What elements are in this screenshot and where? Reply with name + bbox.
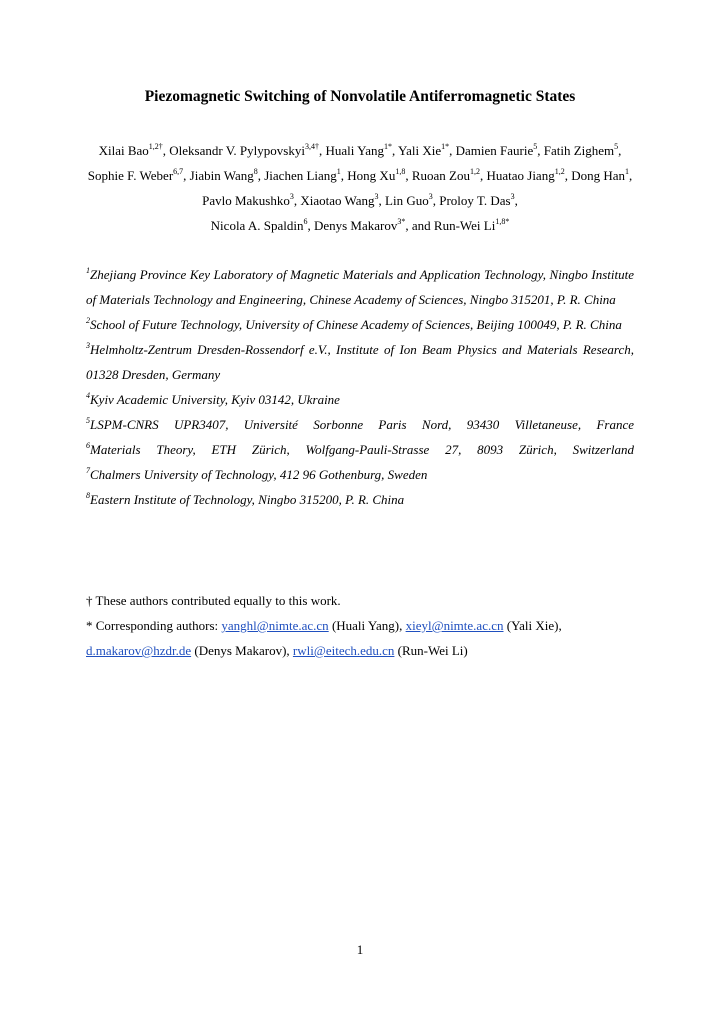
affiliation: $^3$Helmholtz-Zentrum Dresden-Rossendorf e.V., Institute of Ion Beam Physics and Materials Research, 01328 Dresden, Germany (86, 340, 634, 382)
email-link[interactable]: rwli@eitech.edu.cn (292, 643, 395, 658)
author: Sophie F. Weber$^{6,7}$ (87, 166, 184, 183)
equal-contribution-note: † These authors contributed equally to this work. (86, 593, 341, 608)
paper-title: Piezomagnetic Switching of Nonvolatile Antiferromagnetic States (144, 88, 576, 105)
author: Jiabin Wang$^8$ (189, 166, 258, 183)
affiliation: $^5$LSPM-CNRS UPR3407, Université Sorbonne Paris Nord, 93430 Villetaneuse, France (86, 415, 634, 432)
author: Fatih Zighem$^5$ (543, 141, 619, 158)
author: Ruoan Zou$^{1,2}$ (411, 166, 480, 183)
author: Dong Han$^1$ (571, 166, 629, 183)
and-word: and (411, 218, 431, 233)
author-list: Xilai Bao$^{1,2\dagger}$, Oleksandr V. Pylypovskyi$^{3,4\dagger}$, Huali Yang$^{1*}$, Yali Xie$^{1*}$, Damien Faurie$^5$, Fatih Zighem$^5$, Sophie F. Weber$^{6,7}$, Jiabin Wang$^8$, Jiachen Liang$^1$, Hong Xu$^{1,8}$, Ruoan Zou$^{1,2}$, Huatao Jiang$^{1,2}$, Dong Han$^1$, Pavlo Makushko$^3$, Xiaotao Wang$^3$, Lin Guo$^3$, Proloy T. Das$^3$, Nicola A. Spaldin$^6$, Denys Makarov$^{3*}$, and Run-Wei $Li^{1,8*}$ (87, 141, 633, 233)
affiliation: $^6$Materials Theory, ETH Zürich, Wolfgang-Pauli-Strasse 27, 8093 Zürich, Switzerland (86, 440, 634, 457)
author: Xiaotao Wang$^3$ (300, 191, 379, 208)
email-link[interactable]: d.makarov@hzdr.de (86, 643, 192, 658)
affiliation: $^2$School of Future Technology, University of Chinese Academy of Sciences, Beijing 100049, P. R. China (86, 315, 622, 332)
author: Run-Wei $Li^{1,8*}$ (433, 216, 510, 233)
affiliation-list (86, 262, 634, 512)
author: Jiachen Liang$^1$ (264, 166, 341, 183)
author: Yali Xie$^{1*}$ (398, 141, 450, 158)
author: Proloy T. Das$^3$ (439, 191, 515, 208)
author-notes (86, 588, 634, 663)
author: Xilai Bao$^{1,2\dagger}$ (98, 141, 163, 158)
affiliation: $^7$Chalmers University of Technology, 412 96 Gothenburg, Sweden (86, 465, 428, 482)
email-link[interactable]: xieyl@nimte.ac.cn (405, 618, 504, 633)
affiliation: $^1$Zhejiang Province Key Laboratory of Magnetic Materials and Application Technology, Ningbo Institute of Materials Technology and Engineering, Chinese Academy of Sciences, Ningbo 315201, P. R. China (86, 265, 634, 307)
author: Damien Faurie$^5$ (455, 141, 538, 158)
author: Nicola A. Spaldin$^6$ (210, 216, 308, 233)
corresponding-name: (Denys Makarov) (194, 643, 287, 658)
author: Oleksandr V. Pylypovskyi$^{3,4\dagger}$ (169, 141, 319, 158)
corresponding-label: * Corresponding authors: (86, 618, 219, 633)
corresponding-name: (Yali Xie) (506, 618, 559, 633)
author: Lin Guo$^3$ (385, 191, 433, 208)
author: Hong Xu$^{1,8}$ (347, 166, 406, 183)
email-link[interactable]: yanghl@nimte.ac.cn (221, 618, 329, 633)
corresponding-name: (Huali Yang) (331, 618, 400, 633)
corresponding-name: (Run-Wei Li) (397, 643, 468, 658)
author: Huali Yang$^{1*}$ (325, 141, 392, 158)
author: Huatao Jiang$^{1,2}$ (486, 166, 565, 183)
corresponding-authors-note: * Corresponding authors: yanghl@nimte.ac.cn (Huali Yang), xieyl@nimte.ac.cn (Yali Xie), d.makarov@hzdr.de (Denys Makarov), rwli@eitech.edu.cn (Run-Wei Li) (86, 618, 562, 658)
author: Pavlo Makushko$^3$ (202, 191, 294, 208)
page-number: 1 (356, 942, 364, 957)
affiliation: $^8$Eastern Institute of Technology, Ningbo 315200, P. R. China (86, 490, 405, 507)
author: Denys Makarov$^{3*}$ (313, 216, 406, 233)
affiliation: $^4$Kyiv Academic University, Kyiv 03142, Ukraine (86, 390, 340, 407)
